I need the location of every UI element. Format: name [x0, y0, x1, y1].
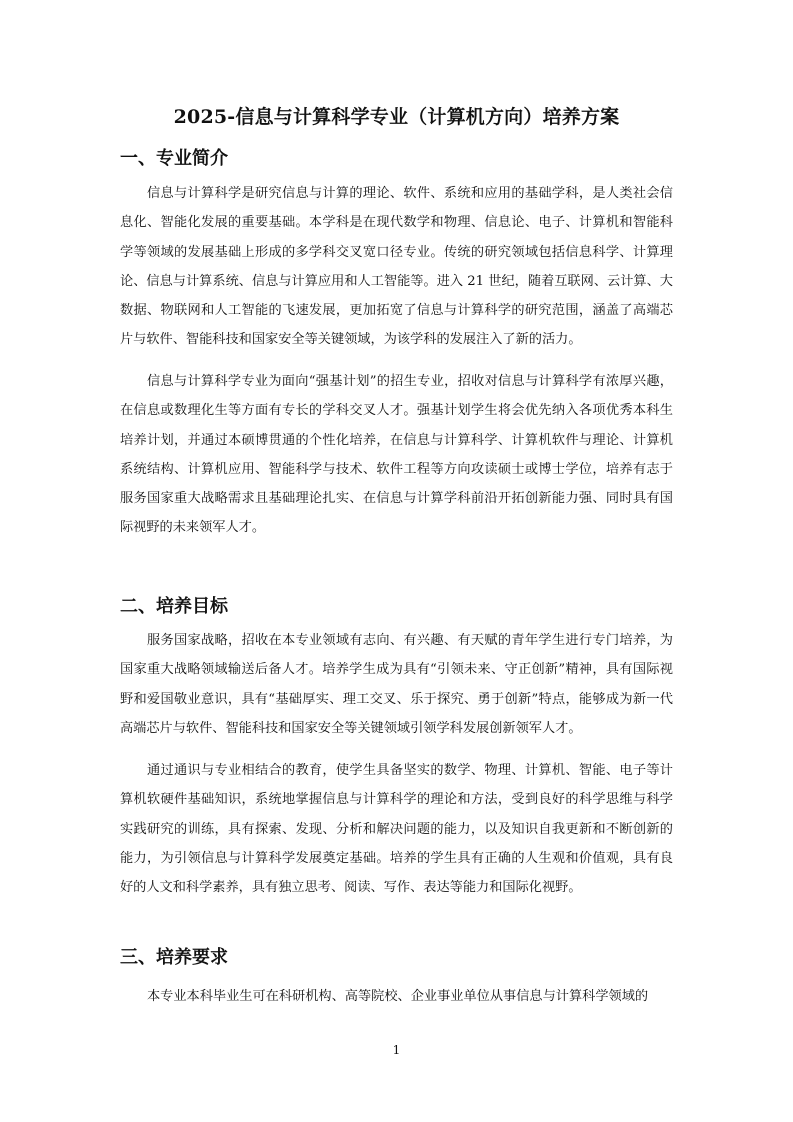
- section-heading-goals: 二、培养目标: [120, 596, 228, 617]
- requirements-paragraph-1: 本专业本科毕业生可在科研机构、高等院校、企业事业单位从事信息与计算科学领域的: [147, 989, 649, 1004]
- intro-paragraph-2: 信息与计算科学专业为面向“强基计划”的招生专业，招收对信息与计算科学有浓厚兴趣，在信息或数理化生等方面有专长的学科交叉人才。强基计划学生将会优先纳入各项优秀本科生培养计划，并通过本硕博贯通的个性化培养，在信息与计算科学、计算机软件与理论、计算机系统结构、计算机应用、智能科学与技术、软件工程等方向攻读硕士或博士学位，培养有志于服务国家重大战略需求且基础理论扎实、在信息与计算学科前沿开拓创新能力强、同时具有国际视野的未来领军人才。: [120, 374, 673, 536]
- page-number: 1: [392, 1043, 401, 1057]
- section-heading-requirements: 三、培养要求: [120, 947, 228, 968]
- goals-paragraph-2: 通过通识与专业相结合的教育，使学生具备坚实的数学、物理、计算机、智能、电子等计算机软硬件基础知识，系统地掌握信息与计算科学的理论和方法，受到良好的科学思维与科学实践研究的训练，具有探索、发现、分析和解决问题的能力，以及知识自我更新和不断创新的能力，为引领信息与计算科学发展奠定基础。培养的学生具有正确的人生观和价值观，具有良好的人文和科学素养，具有独立思考、阅读、写作、表达等能力和国际化视野。: [120, 763, 673, 896]
- goals-paragraph-1: 服务国家战略，招收在本专业领域有志向、有兴趣、有天赋的青年学生进行专门培养，为国家重大战略领域输送后备人才。培养学生成为具有“引领未来、守正创新”精神，具有国际视野和爱国敬业意识，具有“基础厚实、理工交叉、乐于探究、勇于创新”特点，能够成为新一代高端芯片与软件、智能科技和国家安全等关键领域引领学科发展创新领军人才。: [120, 633, 673, 736]
- document-title: 2025-信息与计算科学专业（计算机方向）培养方案: [173, 106, 620, 128]
- intro-paragraph-1: 信息与计算科学是研究信息与计算的理论、软件、系统和应用的基础学科，是人类社会信息化、智能化发展的重要基础。本学科是在现代数学和物理、信息论、电子、计算机和智能科学等领域的发展基础上形成的多学科交叉宽口径专业。传统的研究领域包括信息科学、计算理论、信息与计算系统、信息与计算应用和人工智能等。进入 21 世纪，随着互联网、云计算、大数据、物联网和人工智能的飞速发展，更加拓宽了信息与计算科学的研究范围，涵盖了高端芯片与软件、智能科技和国家安全等关键领域，为该学科的发展注入了新的活力。: [120, 186, 673, 348]
- section-heading-intro: 一、专业简介: [120, 148, 228, 169]
